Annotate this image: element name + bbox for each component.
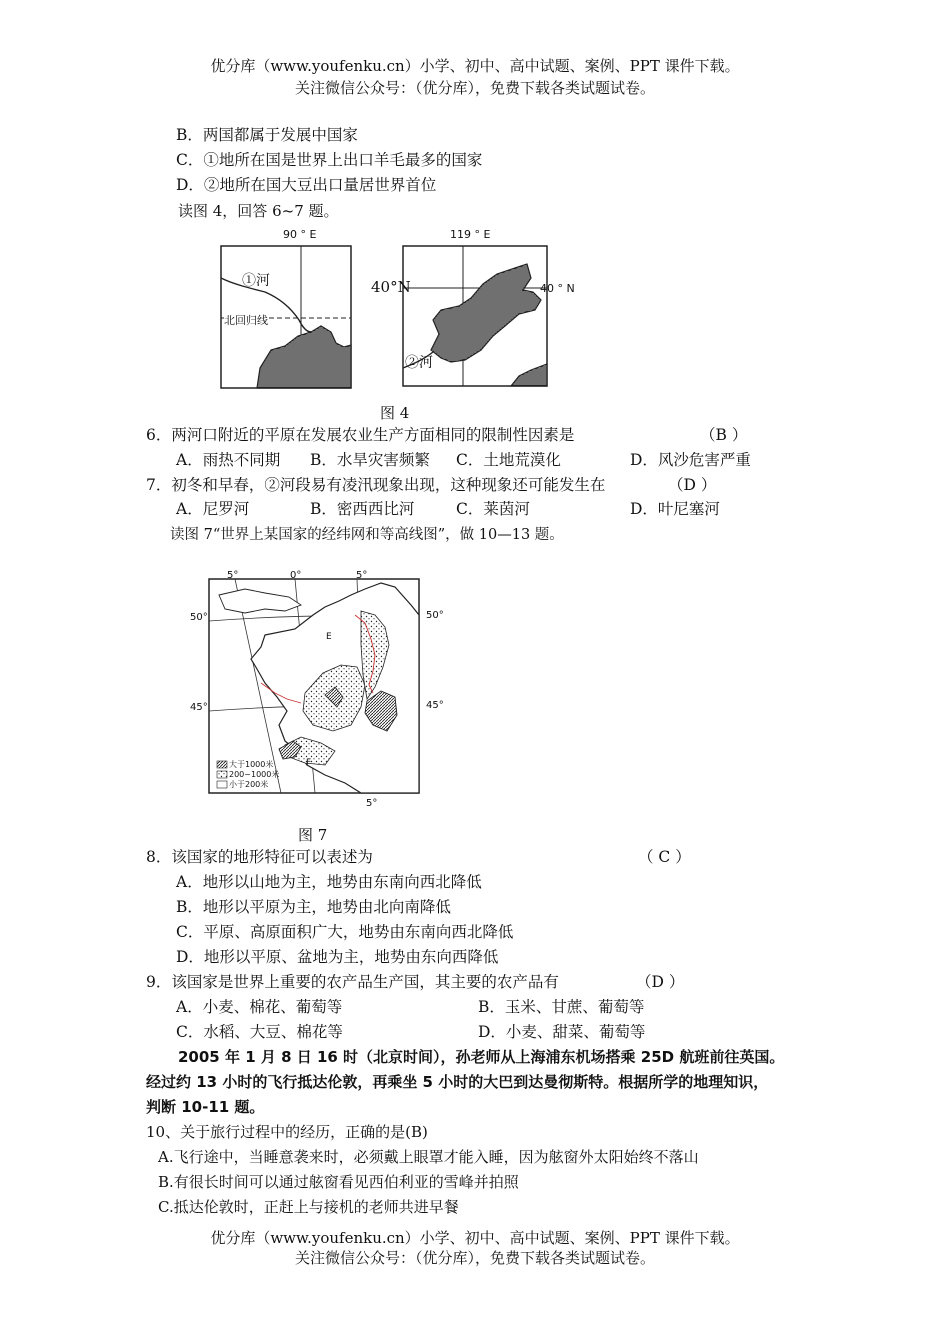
q10-option-c: C.抵达伦敦时，正赶上与接机的老师共进早餐 xyxy=(158,1198,459,1216)
q6-option-c: C．土地荒漠化 xyxy=(456,451,561,469)
q9-stem: 9．该国家是世界上重要的农产品生产国，其主要的农产品有 xyxy=(146,973,559,991)
fig7-lon-5w: 5° xyxy=(227,570,239,581)
q10-option-b: B.有很长时间可以通过舷窗看见西伯利亚的雪峰并拍照 xyxy=(158,1173,519,1191)
mid-latitude-label: 40°N xyxy=(371,278,411,296)
q7-stem: 7．初冬和早春，②河段易有凌汛现象出现，这种现象还可能发生在 xyxy=(146,476,606,494)
q6-option-a: A．雨热不同期 xyxy=(176,451,281,469)
q6-answer: （B ） xyxy=(700,426,748,444)
q6-stem: 6．两河口附近的平原在发展农业生产方面相同的限制性因素是 xyxy=(146,426,575,444)
q5-option-d: D．②地所在国大豆出口量居世界首位 xyxy=(176,176,437,194)
q9-option-b: B．玉米、甘蔗、葡萄等 xyxy=(478,998,645,1016)
q9-answer: （D ） xyxy=(636,973,685,991)
river-1-label: ①河 xyxy=(242,273,270,289)
fig7-lat-45-left: 45° xyxy=(190,702,208,713)
passage-line-2: 经过约 13 小时的飞行抵达伦敦，再乘坐 5 小时的大巴到达曼彻斯特。根据所学的地理知识， xyxy=(146,1073,769,1091)
legend-item-mid: 200~1000米 xyxy=(229,770,280,779)
fig4-intro: 读图 4，回答 6~7 题。 xyxy=(178,202,339,220)
q7-option-b: B．密西西比河 xyxy=(310,500,415,518)
fig7-lon-bottom: 5° xyxy=(366,798,378,809)
fig7-lat-50-left: 50° xyxy=(190,612,208,623)
passage-line-3: 判断 10-11 题。 xyxy=(146,1098,265,1116)
q8-option-b: B．地形以平原为主，地势由北向南降低 xyxy=(176,898,451,916)
left-map-longitude: 90 ° E xyxy=(283,228,317,241)
passage-line-1: 2005 年 1 月 8 日 16 时（北京时间），孙老师从上海浦东机场搭乘 25D 航班前往英国。 xyxy=(178,1048,785,1066)
page-footer-line-2: 关注微信公众号：（优分库），免费下载各类试题试卷。 xyxy=(294,1249,655,1267)
q7-option-a: A．尼罗河 xyxy=(176,500,250,518)
page-header-line-1: 优分库（www.youfenku.cn）小学、初中、高中试题、案例、PPT 课件下载。 xyxy=(210,57,740,75)
legend-item-high: 大于1000米 xyxy=(229,760,274,769)
q5-option-b: B．两国都属于发展中国家 xyxy=(176,126,358,144)
q8-option-d: D．地形以平原、盆地为主，地势由东向西降低 xyxy=(176,948,499,966)
q6-option-d: D．风沙危害严重 xyxy=(630,451,751,469)
figure-4-caption: 图 4 xyxy=(380,404,410,422)
page-header-line-2: 关注微信公众号：（优分库），免费下载各类试题试卷。 xyxy=(294,79,655,97)
right-map-latitude: 40 ° N xyxy=(540,282,575,295)
q7-option-d: D．叶尼塞河 xyxy=(630,500,720,518)
fig7-intro: 读图 7“世界上某国家的经纬网和等高线图”，做 10—13 题。 xyxy=(170,527,564,543)
q8-option-a: A．地形以山地为主，地势由东南向西北降低 xyxy=(176,873,482,891)
q9-option-c: C．水稻、大豆、棉花等 xyxy=(176,1023,343,1041)
q9-option-d: D．小麦、甜菜、葡萄等 xyxy=(478,1023,646,1041)
q8-answer: （ C ） xyxy=(638,848,691,866)
q6-option-b: B．水旱灾害频繁 xyxy=(310,451,430,469)
figure-7-caption: 图 7 xyxy=(298,826,328,844)
fig7-label-e: E xyxy=(326,632,332,642)
tropic-label: 北回归线 xyxy=(224,314,268,327)
q10-stem: 10、关于旅行过程中的经历，正确的是(B) xyxy=(146,1123,428,1141)
right-map-longitude: 119 ° E xyxy=(450,228,491,241)
river-2-label: ②河 xyxy=(405,355,433,371)
q8-option-c: C．平原、高原面积广大，地势由东南向西北降低 xyxy=(176,923,514,941)
fig7-lat-45-right: 45° xyxy=(426,700,444,711)
q7-option-c: C．莱茵河 xyxy=(456,500,530,518)
legend-item-low: 小于200米 xyxy=(229,780,269,789)
fig7-lat-50-right: 50° xyxy=(426,610,444,621)
q8-stem: 8．该国家的地形特征可以表述为 xyxy=(146,848,373,866)
fig7-lon-5e: 5° xyxy=(356,570,368,581)
page-footer-line-1: 优分库（www.youfenku.cn）小学、初中、高中试题、案例、PPT 课件下载。 xyxy=(210,1229,740,1247)
q5-option-c: C．①地所在国是世界上出口羊毛最多的国家 xyxy=(176,151,483,169)
q10-option-a: A.飞行途中，当睡意袭来时，必须戴上眼罩才能入睡，因为舷窗外太阳始终不落山 xyxy=(158,1148,699,1166)
fig7-lon-0: 0° xyxy=(290,570,302,581)
q7-answer: （D ） xyxy=(668,476,717,494)
fig7-label-f: F xyxy=(306,758,312,768)
q9-option-a: A．小麦、棉花、葡萄等 xyxy=(176,998,343,1016)
